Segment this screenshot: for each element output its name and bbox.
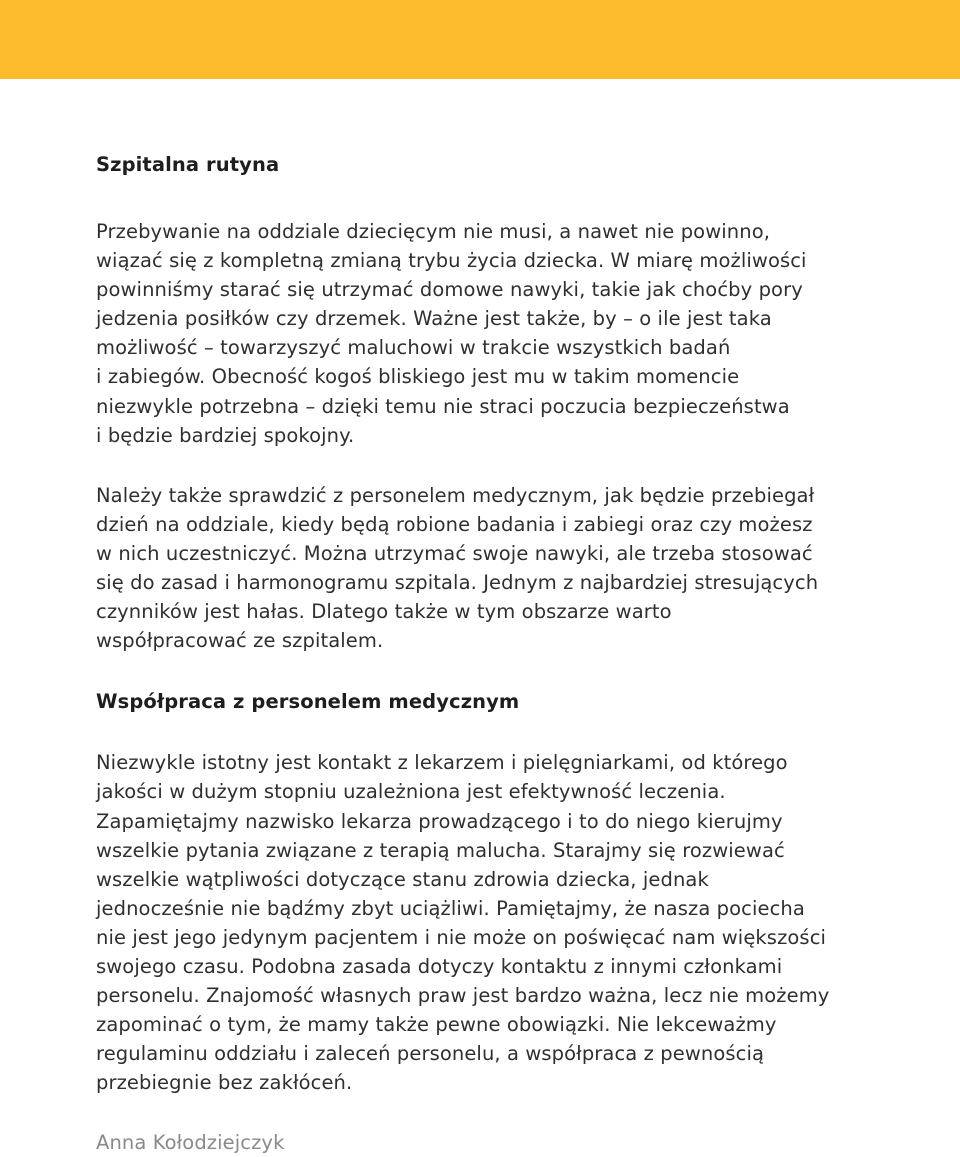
text-line: wszelkie pytania związane z terapią malucha. Starajmy się rozwiewać	[96, 838, 785, 862]
text-line: personelu. Znajomość własnych praw jest bardzo ważna, lecz nie możemy	[96, 984, 830, 1008]
text-line: wszelkie wątpliwości dotyczące stanu zdrowia dziecka, jednak	[96, 867, 709, 891]
text-line: i zabiegów. Obecność kogoś bliskiego jest mu w takim momencie	[96, 365, 740, 389]
top-accent-band	[0, 0, 960, 79]
text-line: regulaminu oddziału i zaleceń personelu, a współpraca z pewnością	[96, 1042, 765, 1066]
text-line: Niezwykle istotny jest kontakt z lekarzem i pielęgniarkami, od którego	[96, 751, 788, 775]
text-line: się do zasad i harmonogramu szpitala. Jednym z najbardziej stresujących	[96, 571, 819, 595]
text-line: możliwość – towarzyszyć maluchowi w trakcie wszystkich badań	[96, 336, 731, 360]
paragraph-medical-staff-1	[96, 748, 876, 1097]
article	[96, 148, 876, 1157]
text-line: czynników jest hałas. Dlatego także w tym obszarze warto	[96, 600, 672, 624]
text-line: Należy także sprawdzić z personelem medycznym, jak będzie przebiegał	[96, 483, 815, 507]
text-line: wiązać się z kompletną zmianą trybu życia dziecka. W miarę możliwości	[96, 249, 807, 273]
text-line: i będzie bardziej spokojny.	[96, 423, 355, 447]
paragraph-hospital-routine-1	[96, 217, 876, 450]
text-line: zapominać o tym, że mamy także pewne obowiązki. Nie lekceważmy	[96, 1013, 777, 1037]
text-line: Zapamiętajmy nazwisko lekarza prowadzącego i to do niego kierujmy	[96, 809, 783, 833]
text-line: współpracować ze szpitalem.	[96, 629, 384, 653]
author-name: Anna Kołodziejczyk	[96, 1131, 285, 1155]
text-line: nie jest jego jedynym pacjentem i nie może on poświęcać nam większości	[96, 925, 827, 949]
text-line: powinniśmy starać się utrzymać domowe nawyki, takie jak choćby pory	[96, 278, 803, 302]
text-line: swojego czasu. Podobna zasada dotyczy kontaktu z innymi członkami	[96, 954, 783, 978]
text-line: Przebywanie na oddziale dziecięcym nie musi, a nawet nie powinno,	[96, 220, 771, 243]
text-line: jednocześnie nie bądźmy zbyt uciążliwi. Pamiętajmy, że nasza pociecha	[96, 896, 805, 920]
text-line: niezwykle potrzebna – dzięki temu nie straci poczucia bezpieczeństwa	[96, 394, 790, 418]
text-line: dzień na oddziale, kiedy będą robione badania i zabiegi oraz czy możesz	[96, 512, 813, 536]
section-heading-hospital-routine: Szpitalna rutyna	[96, 153, 280, 176]
text-line: przebiegnie bez zakłóceń.	[96, 1071, 353, 1095]
text-line: jedzenia posiłków czy drzemek. Ważne jest także, by – o ile jest taka	[96, 307, 772, 331]
paragraph-hospital-routine-2	[96, 481, 876, 656]
text-line: w nich uczestniczyć. Można utrzymać swoje nawyki, ale trzeba stosować	[96, 541, 813, 565]
text-line: jakości w dużym stopniu uzależniona jest efektywność leczenia.	[96, 780, 726, 804]
section-heading-medical-staff: Współpraca z personelem medycznym	[96, 690, 520, 714]
